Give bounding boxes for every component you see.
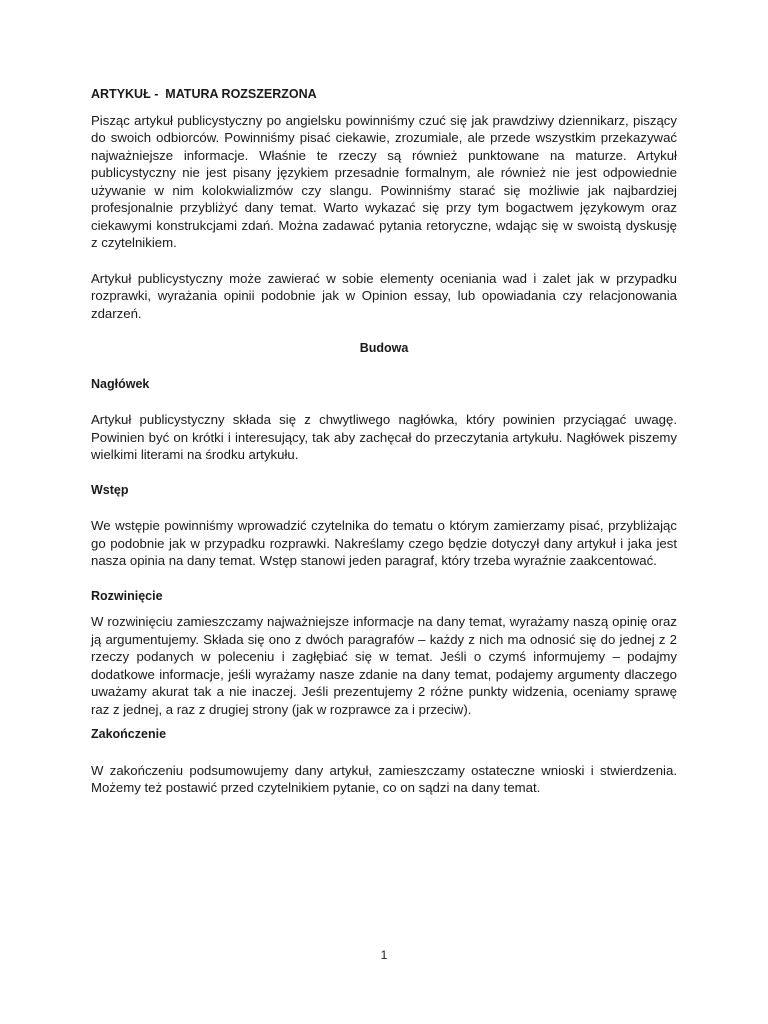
section-text-zakonczenie: W zakończeniu podsumowujemy dany artykuł, zamieszczamy ostateczne wnioski i stwierdzenia. Możemy też postawić przed czytelnikiem pytanie, co on sądzi na dany temat. [91,762,677,795]
section-heading-rozwiniecie: Rozwinięcie [91,588,163,603]
section-heading-naglowek: Nagłówek [91,376,150,391]
section-text-rozwiniecie: W rozwinięciu zamieszczamy najważniejsze informacje na dany temat, wyrażamy naszą opinię oraz ją argumentujemy. Składa się ono z dwóch paragrafów – każdy z nich ma odnosić się do jednej z 2 rzeczy podanych w poleceniu i zagłębiać się w temat. Jeśli o czymś informujemy – podajmy dodatkowe informacje, jeśli wyrażamy nasze zdanie na dany temat, podajemy argumenty dlaczego uważamy akurat tak a nie inaczej. Jeśli prezentujemy 2 różne punkty widzenia, oceniamy sprawę raz z jednej, a raz z drugiej strony (jak w rozprawce za i przeciw). [91,614,677,717]
section-heading-wstep: Wstęp [91,482,129,497]
intro-paragraph-1: Pisząc artykuł publicystyczny po angielsku powinniśmy czuć się jak prawdziwy dziennikarz, piszący do swoich odbiorców. Powinniśmy pisać ciekawie, zrozumiale, ale przede wszystkim przekazywać najważniejsze informacje. Właśnie te rzeczy są również punktowane na maturze. Artykuł publicystyczny nie jest pisany językiem przesadnie formalnym, ale również nie jest odpowiednie używanie w nim kolokwializmów czy slangu. Powinniśmy starać się możliwie jak najbardziej profesjonalnie przybliżyć dany temat. Warto wykazać się przy tym bogactwem językowym oraz ciekawymi konstrukcjami zdań. Można zadawać pytania retoryczne, wdając się w swoistą dyskusję z czytelnikiem. [91,112,677,250]
section-heading-zakonczenie: Zakończenie [91,727,167,741]
page-number: 1 [380,948,388,962]
section-text-naglowek: Artykuł publicystyczny składa się z chwytliwego nagłówka, który powinien przyciągać uwagę. Powinien być on krótki i interesujący, tak aby zachęcał do przeczytania artykułu. Nagłówek piszemy wielkimi literami na środku artykułu. [91,412,677,462]
structure-heading: Budowa [359,341,409,355]
section-text-wstep: We wstępie powinniśmy wprowadzić czytelnika do tematu o którym zamierzamy pisać, przybliżając go podobnie jak w przypadku rozprawki. Nakreślamy czego będzie dotyczył dany artykuł i jaka jest nasza opinia na dany temat. Wstęp stanowi jeden paragraf, który trzeba wyraźnie zaakcentować. [91,518,677,568]
document-title: ARTYKUŁ - MATURA ROZSZERZONA [91,87,317,101]
document-body [91,86,677,797]
intro-paragraph-2: Artykuł publicystyczny może zawierać w sobie elementy oceniania wad i zalet jak w przypadku rozprawki, wyrażania opinii podobnie jak w Opinion essay, lub opowiadania czy relacjonowania zdarzeń. [91,270,677,321]
